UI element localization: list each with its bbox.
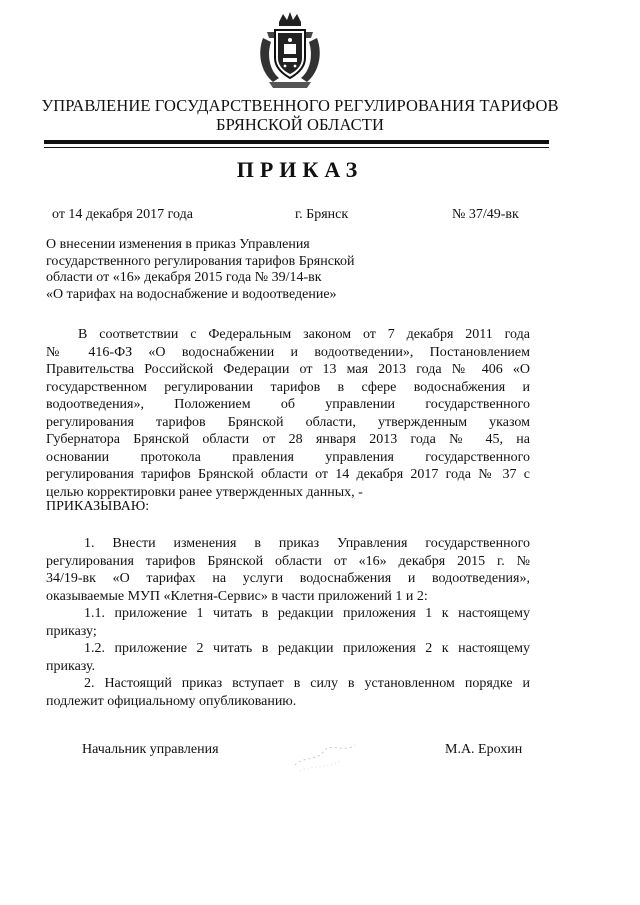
- item-line: 1.2. приложение 2 читать в редакции приложения 2 к настоящему: [84, 641, 530, 656]
- subject-line: «О тарифах на водоснабжение и водоотведение»: [46, 286, 337, 302]
- preamble-line: основании протокола правления управления государственного: [46, 449, 530, 465]
- preamble-line: № 416-ФЗ «О водоснабжении и водоотведении», Постановлением: [46, 344, 530, 360]
- preamble-line: регулирования тарифов Брянской области, утвержденным указом: [46, 414, 530, 430]
- preamble-line: целью корректировки ранее утвержденных данных, -: [46, 484, 363, 500]
- item-line: регулирования тарифов Брянской области от «16» декабря 2015 г. №: [46, 553, 530, 569]
- organization-name-line-2: БРЯНСКОЙ ОБЛАСТИ: [216, 115, 384, 134]
- preamble-paragraph: [46, 326, 530, 501]
- item-line: оказываемые МУП «Клетня-Сервис» в части приложений 1 и 2:: [46, 588, 428, 604]
- item-line: 34/19-вк «О тарифах на услуги водоснабжения и водоотведения»,: [46, 571, 530, 586]
- item-line: 1. Внести изменения в приказ Управления государственного: [84, 536, 530, 551]
- order-items: [46, 535, 530, 710]
- item-line: 1.1. приложение 1 читать в редакции приложения 1 к настоящему: [84, 606, 530, 621]
- document-title: ПРИКАЗ: [236, 157, 364, 182]
- organization-name-line-1: УПРАВЛЕНИЕ ГОСУДАРСТВЕННОГО РЕГУЛИРОВАНИЯ ТАРИФОВ: [41, 96, 559, 115]
- header-divider-thin: [44, 147, 549, 148]
- signatory-position: Начальник управления: [82, 742, 219, 757]
- order-word: ПРИКАЗЫВАЮ:: [46, 499, 150, 514]
- preamble-line: водоотведения», Положением об управлении государственного: [46, 397, 530, 412]
- preamble-line: Правительства Российской Федерации от 13 мая 2013 года № 406 «О: [46, 362, 530, 377]
- item-line: приказу;: [46, 623, 97, 639]
- preamble-line: государственном регулировании тарифов в сфере водоснабжения и: [46, 379, 530, 395]
- subject-line: О внесении изменения в приказ Управления: [46, 237, 310, 252]
- preamble-line: В соответствии с Федеральным законом от 7 декабря 2011 года: [78, 327, 530, 342]
- document-date: от 14 декабря 2017 года: [52, 207, 193, 222]
- preamble-line: регулирования тарифов Брянской области от 14 декабря 2017 года № 37 с: [46, 467, 530, 482]
- bryansk-coat-of-arms-icon: [253, 8, 327, 92]
- signatory-name: М.А. Ерохин: [445, 742, 523, 757]
- item-line: подлежит официальному опубликованию.: [46, 693, 297, 709]
- document-city: г. Брянск: [295, 207, 349, 222]
- faint-stamp-mark: [290, 735, 360, 775]
- item-line: приказу.: [46, 658, 96, 674]
- stamp-trace-icon: [290, 735, 360, 775]
- document-number: № 37/49-вк: [452, 207, 519, 222]
- document-subject: [46, 237, 386, 303]
- coat-of-arms-emblem: [253, 8, 327, 92]
- preamble-line: Губернатора Брянской области от 28 января 2013 года № 45, на: [46, 432, 530, 447]
- header-divider-thick: [44, 140, 549, 144]
- subject-line: области от «16» декабря 2015 года № 39/14-вк: [46, 270, 322, 285]
- subject-line: государственного регулирования тарифов Брянской: [46, 253, 355, 269]
- item-line: 2. Настоящий приказ вступает в силу в установленном порядке и: [84, 676, 530, 691]
